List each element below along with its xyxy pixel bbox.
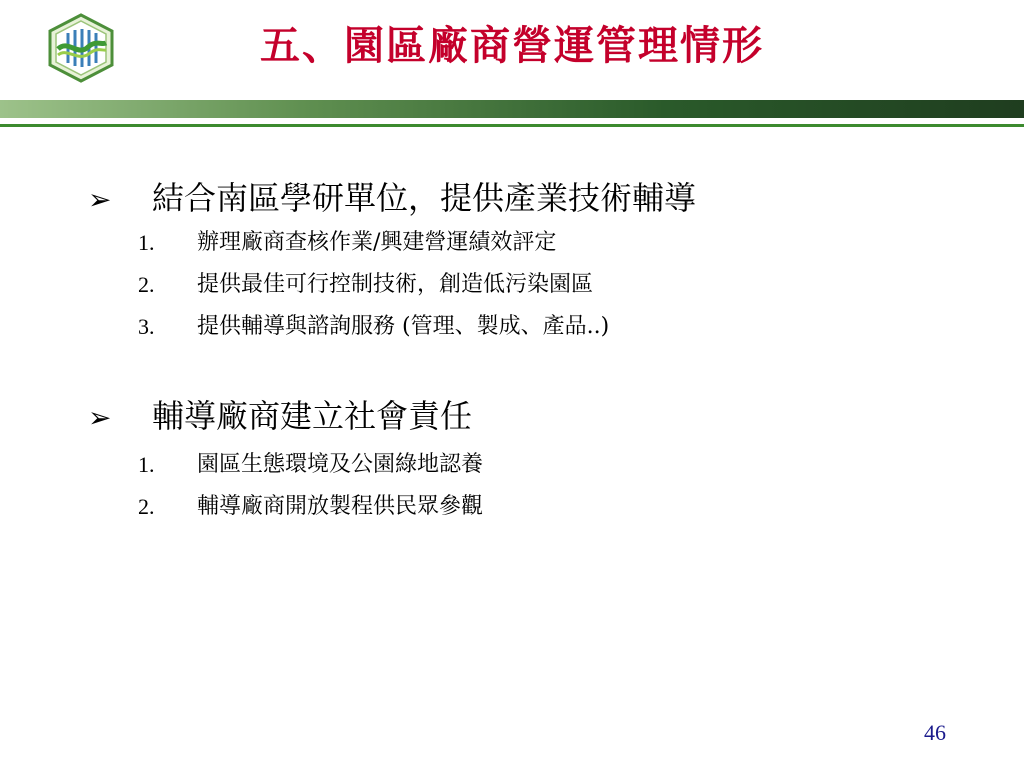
list-item-number: 1. [138, 230, 155, 255]
list-item [0, 312, 1024, 342]
header-divider [0, 124, 1024, 127]
list-item-text: 輔導廠商開放製程供民眾參觀 [197, 494, 484, 519]
list-item-text: 提供最佳可行控制技術，創造低污染園區 [197, 272, 594, 297]
list-item-text: 辦理廠商查核作業/興建營運績效評定 [197, 230, 557, 255]
list-item [0, 450, 1024, 480]
list-item [0, 270, 1024, 300]
arrow-bullet-icon: ➢ [88, 183, 112, 216]
page-number: 46 [924, 720, 946, 745]
list-item [0, 228, 1024, 258]
list-item-number: 2. [138, 494, 155, 519]
header-band [0, 100, 1024, 118]
arrow-bullet-icon: ➢ [88, 401, 112, 434]
section-heading-text: 結合南區學研單位，提供產業技術輔導 [152, 179, 697, 217]
list-item-number: 2. [138, 272, 155, 297]
section-heading [88, 178, 696, 220]
slide-title: 五、園區廠商營運管理情形 [260, 22, 764, 69]
list-item-number: 1. [138, 452, 155, 477]
list-item-text: 園區生態環境及公園綠地認養 [197, 452, 484, 477]
list-item-number: 3. [138, 314, 155, 339]
section-heading-text: 輔導廠商建立社會責任 [152, 397, 473, 435]
list-item-text: 提供輔導與諮詢服務 (管理、製成、產品..) [197, 314, 610, 339]
section-heading [88, 396, 472, 438]
list-item [0, 492, 1024, 522]
